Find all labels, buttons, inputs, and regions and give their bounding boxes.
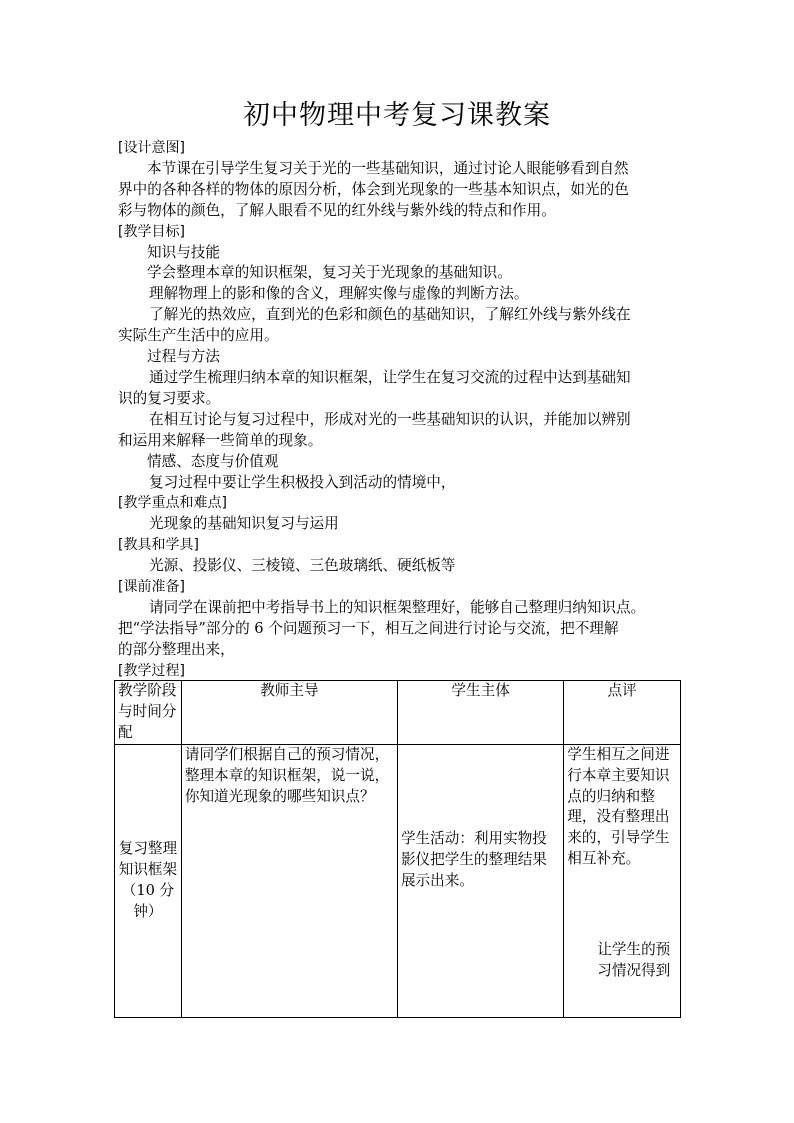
subheading-emotion: 情感、态度与价值观 (147, 452, 279, 470)
section-heading-process: [教学过程] (118, 662, 185, 679)
section-heading-tools: [教具和学具] (118, 537, 199, 554)
header-comment: 点评 (564, 681, 681, 745)
header-student: 学生主体 (397, 681, 563, 745)
goal-line: 实际生产生活中的应用。 (118, 327, 279, 345)
process-table (114, 680, 681, 1018)
goal-line: 在相互讨论与复习过程中，形成对光的一些基础知识的认识，并能加以辨别 (149, 410, 631, 428)
goal-line: 了解光的热效应，直到光的色彩和颜色的基础知识，了解红外线与紫外线在 (149, 306, 631, 324)
design-text-line: 界中的各种各样的物体的原因分析，体会到光现象的一些基本知识点，如光的色 (118, 180, 629, 198)
comment-text-2: 让学生的预习情况得到 (597, 941, 671, 980)
goal-line: 理解物理上的影和像的含义，理解实像与虚像的判断方法。 (149, 285, 529, 303)
header-teacher: 教师主导 (181, 681, 397, 745)
prep-line: 把“学法指导”部分的 6 个问题预习一下，相互之间进行讨论与交流，把不理解 (118, 619, 619, 637)
comment-text-1: 学生相互之间进行本章主要知识点的归纳和整理，没有整理出来的，引导学生相互补充。 (567, 745, 670, 868)
subheading-process-method: 过程与方法 (147, 348, 220, 366)
section-heading-goals: [教学目标] (118, 223, 185, 240)
design-text-line: 彩与物体的颜色，了解人眼看不见的红外线与紫外线的特点和作用。 (118, 201, 556, 219)
prep-line: 的部分整理出来， (118, 640, 235, 658)
section-heading-key-points: [教学重点和难点] (118, 495, 227, 512)
goal-line: 通过学生梳理归纳本章的知识框架，让学生在复习交流的过程中达到基础知 (149, 368, 631, 386)
goal-line: 识的复习要求。 (118, 389, 221, 407)
student-activity-text: 学生活动：利用实物投影仪把学生的整理结果展示出来。 (400, 829, 547, 889)
header-stage: 教学阶段与时间分配 (115, 681, 182, 745)
table-row (115, 744, 681, 1017)
table-header-row (115, 681, 681, 745)
design-text-line: 本节课在引导学生复习关于光的一些基础知识，通过讨论人眼能够看到自然 (147, 159, 629, 177)
section-heading-design-intent: [设计意图] (118, 140, 185, 156)
goal-line: 复习过程中要让学生积极投入到活动的情境中， (149, 473, 456, 491)
cell-comment (564, 744, 681, 1017)
goal-line: 和运用来解释一些简单的现象。 (118, 431, 323, 449)
document-body (118, 138, 680, 682)
prep-line: 请同学在课前把中考指导书上的知识框架整理好，能够自己整理归纳知识点。 (149, 598, 646, 616)
key-point-line: 光现象的基础知识复习与运用 (149, 515, 339, 533)
cell-student (397, 744, 563, 1017)
page-title: 初中物理中考复习课教案 (243, 100, 551, 131)
subheading-knowledge: 知识与技能 (147, 243, 220, 261)
tools-line: 光源、投影仪、三棱镜、三色玻璃纸、硬纸板等 (149, 557, 456, 575)
section-heading-prep: [课前准备] (118, 579, 185, 596)
cell-stage: 复习整理知识框架（10 分钟） (115, 744, 182, 1017)
goal-line: 学会整理本章的知识框架，复习关于光现象的基础知识。 (147, 264, 512, 282)
cell-teacher: 请同学们根据自己的预习情况，整理本章的知识框架，说一说，你知道光现象的哪些知识点？ (181, 744, 397, 1017)
